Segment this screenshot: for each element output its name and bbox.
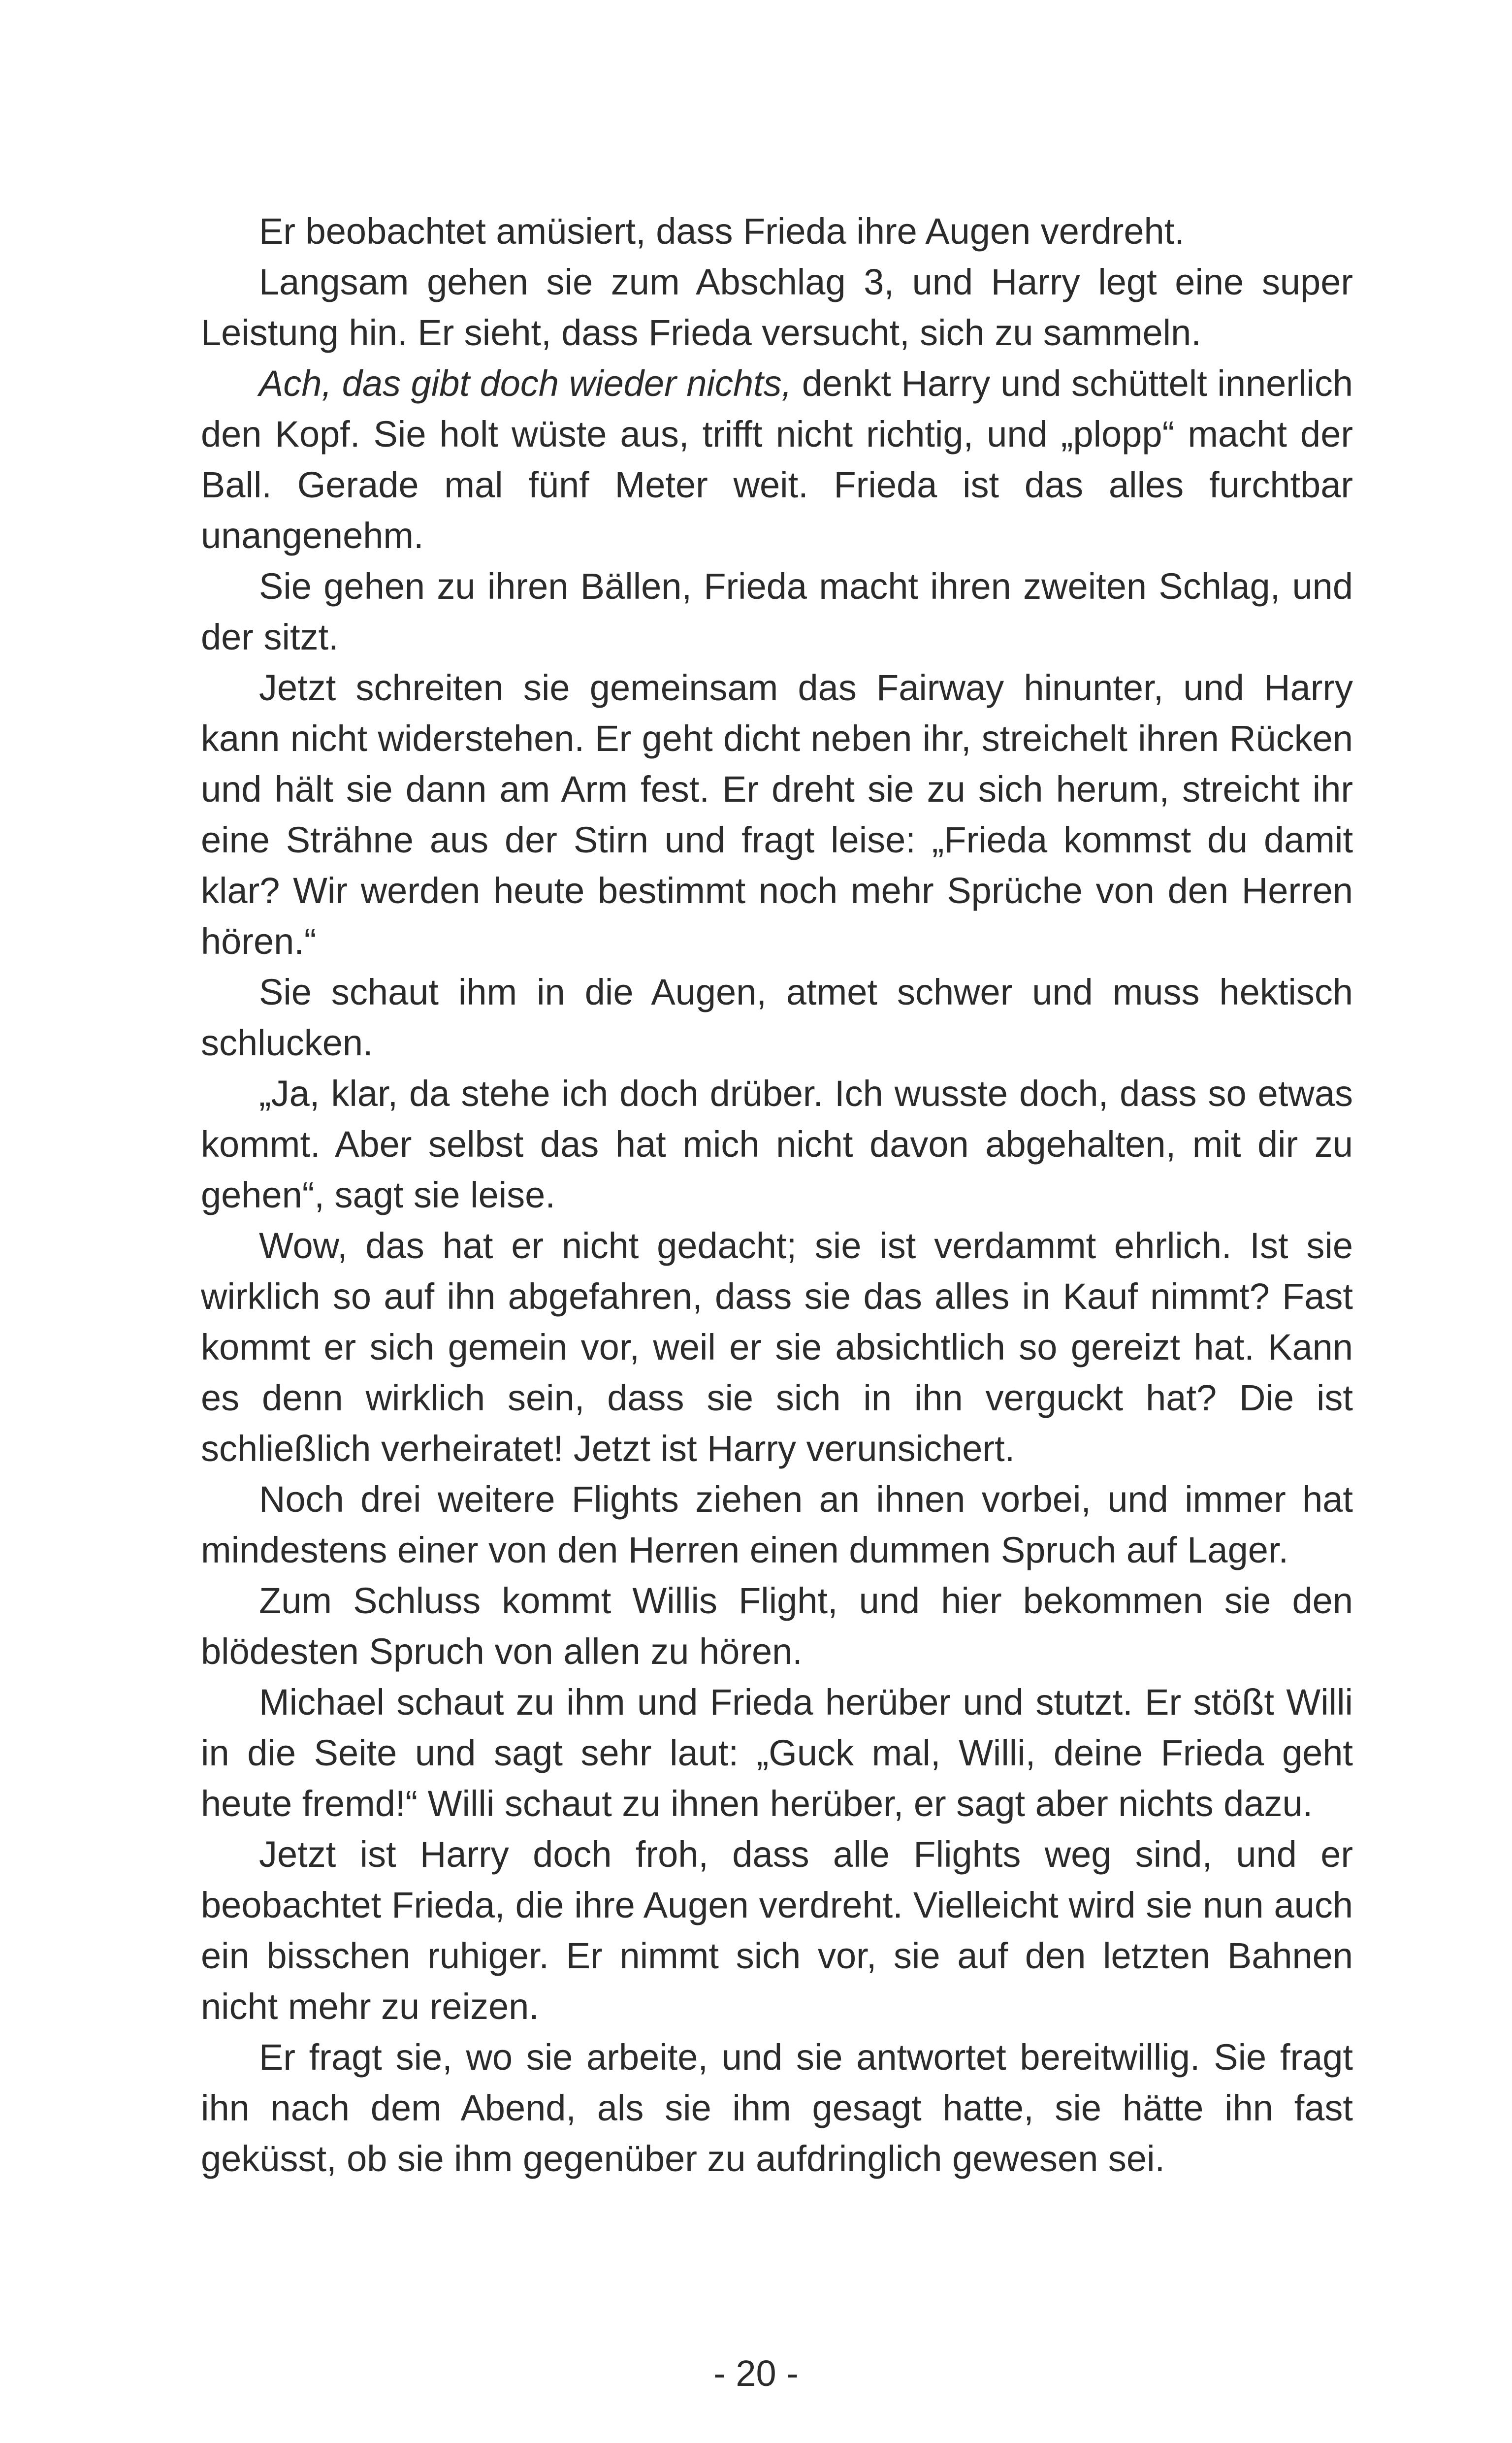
paragraph-1: Er beobachtet amüsiert, dass Frieda ihre Augen verdreht. bbox=[259, 211, 1185, 252]
paragraph-6: Sie schaut ihm in die Augen, atmet schwer und muss hektisch schlucken. bbox=[201, 972, 1353, 1063]
paragraph-10: Zum Schluss kommt Willis Flight, und hier bekommen sie den blödesten Spruch von allen zu hören. bbox=[201, 1580, 1353, 1672]
paragraph-5: Jetzt schreiten sie gemeinsam das Fairway hinunter, und Harry kann nicht widerstehen. Er geht dicht neben ihr, streichelt ihren Rücken und hält sie dann am Arm fest. Er dreht sie zu sich herum, streicht ihr eine Strähne aus der Stirn und fragt leise: „Frieda kommst du damit klar? Wir werden heute bestimmt noch mehr Sprüche von den Herren hören.“ bbox=[201, 667, 1353, 962]
paragraph-13: Er fragt sie, wo sie arbeite, und sie antwortet bereitwillig. Sie fragt ihn nach dem Abend, als sie ihm gesagt hatte, sie hätte ihn fast geküsst, ob sie ihm gegenüber zu aufdringlich gewesen sei. bbox=[201, 2037, 1353, 2179]
paragraph-8: Wow, das hat er nicht gedacht; sie ist verdammt ehrlich. Ist sie wirklich so auf ihn abgefahren, dass sie das alles in Kauf nimmt? Fast kommt er sich gemein vor, weil er sie absichtlich so gereizt hat. Kann es denn wirklich sein, dass sie sich in ihn verguckt hat? Die ist schließlich verheiratet! Jetzt ist Harry verunsichert. bbox=[201, 1225, 1353, 1469]
paragraph-2: Langsam gehen sie zum Abschlag 3, und Harry legt eine super Leistung hin. Er sieht, dass Frieda versucht, sich zu sammeln. bbox=[201, 261, 1353, 353]
page-number: - 20 - bbox=[713, 2353, 799, 2394]
paragraph-9: Noch drei weitere Flights ziehen an ihnen vorbei, und immer hat mindestens einer von den Herren einen dummen Spruch auf Lager. bbox=[201, 1479, 1353, 1570]
paragraph-7: „Ja, klar, da stehe ich doch drüber. Ich wusste doch, dass so etwas kommt. Aber selbst das hat mich nicht davon abgehalten, mit dir zu gehen“, sagt sie leise. bbox=[201, 1073, 1353, 1215]
paragraph-12: Jetzt ist Harry doch froh, dass alle Flights weg sind, und er beobachtet Frieda, die ihre Augen verdreht. Vielleicht wird sie nun auch ein bisschen ruhiger. Er nimmt sich vor, sie auf den letzten Bahnen nicht mehr zu reizen. bbox=[201, 1834, 1353, 2027]
paragraph-4: Sie gehen zu ihren Bällen, Frieda macht ihren zweiten Schlag, und der sitzt. bbox=[201, 566, 1353, 657]
italic-thought: Ach, das gibt doch wieder nichts, bbox=[259, 363, 792, 404]
page-body bbox=[201, 206, 1353, 2184]
paragraph-11: Michael schaut zu ihm und Frieda herüber und stutzt. Er stößt Willi in die Seite und sagt sehr laut: „Guck mal, Willi, deine Frieda geht heute fremd!“ Willi schaut zu ihnen herüber, er sagt aber nichts dazu. bbox=[201, 1682, 1353, 1824]
paragraph-3: Ach, das gibt doch wieder nichts, denkt Harry und schüttelt innerlich den Kopf. Sie holt wüste aus, trifft nicht richtig, und „plopp“ macht der Ball. Gerade mal fünf Meter weit. Frieda ist das alles furchtbar unangenehm. bbox=[201, 363, 1353, 556]
